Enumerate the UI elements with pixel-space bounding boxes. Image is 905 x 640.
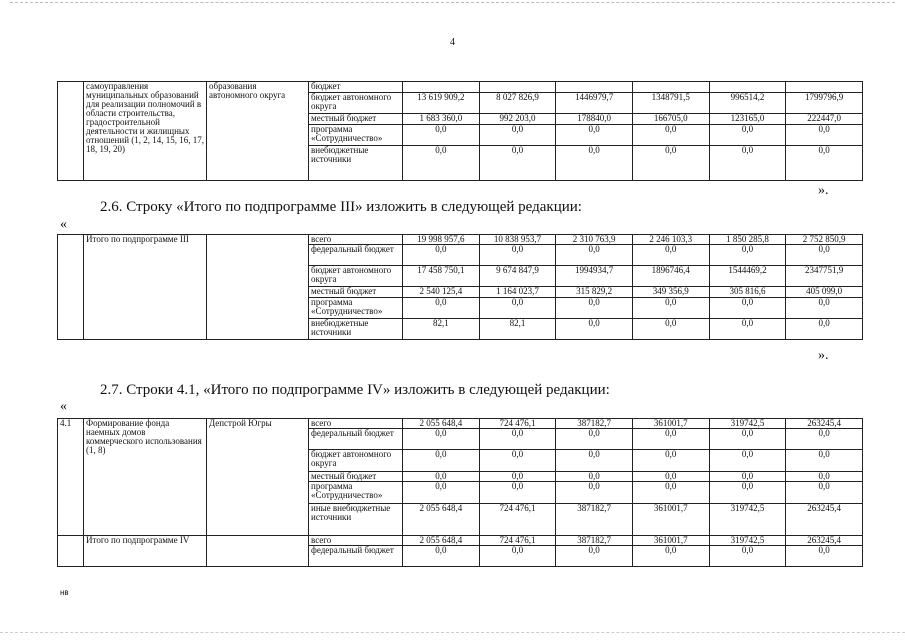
value-cell: [479, 82, 556, 93]
section-heading-2-7: 2.7. Строки 4.1, «Итого по подпрограмме IV» изложить в следующей редакции:: [100, 382, 610, 398]
value-cell: 123165,0: [709, 114, 786, 125]
value-cell: 0,0: [786, 472, 863, 482]
value-cell: 82,1: [403, 319, 480, 340]
opening-quote: «: [60, 399, 67, 414]
value-cell: 315 829,2: [556, 287, 633, 298]
value-cell: [709, 82, 786, 93]
source-cell: внебюджетные источники: [309, 146, 403, 181]
value-cell: 2347751,9: [786, 266, 863, 287]
value-cell: 0,0: [786, 146, 863, 181]
value-cell: 82,1: [479, 319, 556, 340]
source-cell: бюджет автономного округа: [309, 266, 403, 287]
value-cell: 305 816,6: [709, 287, 786, 298]
value-cell: 2 246 103,3: [632, 235, 709, 245]
value-cell: 1544469,2: [709, 266, 786, 287]
table-subprogram-iii-tail: [57, 81, 863, 181]
source-cell: всего: [309, 235, 403, 245]
value-cell: 0,0: [786, 125, 863, 146]
value-cell: 0,0: [786, 298, 863, 319]
executor-cell: [207, 235, 309, 340]
value-cell: 0,0: [479, 450, 556, 472]
value-cell: 319742,5: [709, 536, 786, 546]
value-cell: 0,0: [403, 450, 480, 472]
value-cell: 0,0: [786, 245, 863, 266]
row-number-cell: 4.1: [58, 419, 84, 536]
source-cell: бюджет автономного округа: [309, 450, 403, 472]
source-cell: федеральный бюджет: [309, 546, 403, 567]
value-cell: [403, 82, 480, 93]
value-cell: [556, 82, 633, 93]
value-cell: 19 998 957,6: [403, 235, 480, 245]
value-cell: 0,0: [403, 546, 480, 567]
value-cell: 0,0: [403, 298, 480, 319]
value-cell: 2 310 763,9: [556, 235, 633, 245]
value-cell: 0,0: [479, 125, 556, 146]
value-cell: 1 164 023,7: [479, 287, 556, 298]
executor-cell: образования автономного округа: [207, 82, 309, 181]
value-cell: 1994934,7: [556, 266, 633, 287]
table-row: [58, 536, 863, 546]
value-cell: 0,0: [556, 450, 633, 472]
value-cell: 0,0: [786, 450, 863, 472]
value-cell: 0,0: [709, 429, 786, 450]
value-cell: [632, 82, 709, 93]
value-cell: 263245,4: [786, 504, 863, 536]
value-cell: 361001,7: [632, 536, 709, 546]
source-cell: бюджет: [309, 82, 403, 93]
value-cell: 0,0: [403, 472, 480, 482]
value-cell: 0,0: [403, 482, 480, 504]
value-cell: 992 203,0: [479, 114, 556, 125]
value-cell: 0,0: [709, 298, 786, 319]
value-cell: 17 458 750,1: [403, 266, 480, 287]
value-cell: 0,0: [786, 429, 863, 450]
value-cell: 387182,7: [556, 536, 633, 546]
value-cell: 0,0: [709, 125, 786, 146]
value-cell: 10 838 953,7: [479, 235, 556, 245]
event-name-cell: Итого по подпрограмме III: [84, 235, 207, 340]
source-cell: федеральный бюджет: [309, 245, 403, 266]
source-cell: федеральный бюджет: [309, 429, 403, 450]
value-cell: 0,0: [632, 319, 709, 340]
value-cell: 0,0: [403, 146, 480, 181]
value-cell: 13 619 909,2: [403, 93, 480, 114]
value-cell: 263245,4: [786, 536, 863, 546]
value-cell: 0,0: [556, 482, 633, 504]
value-cell: 0,0: [479, 298, 556, 319]
table-row: [58, 235, 863, 245]
value-cell: 2 540 125,4: [403, 287, 480, 298]
value-cell: 0,0: [479, 146, 556, 181]
value-cell: 2 752 850,9: [786, 235, 863, 245]
source-cell: бюджет автономного округа: [309, 93, 403, 114]
value-cell: 222447,0: [786, 114, 863, 125]
value-cell: 0,0: [632, 482, 709, 504]
table-row: [58, 419, 863, 429]
value-cell: 361001,7: [632, 504, 709, 536]
section-heading-2-6: 2.6. Строку «Итого по подпрограмме III» изложить в следующей редакции:: [100, 199, 582, 215]
value-cell: 0,0: [632, 245, 709, 266]
value-cell: 0,0: [632, 472, 709, 482]
value-cell: 0,0: [786, 546, 863, 567]
row-number-cell: [58, 235, 84, 340]
row-number-cell: [58, 82, 84, 181]
value-cell: 1446979,7: [556, 93, 633, 114]
source-cell: местный бюджет: [309, 114, 403, 125]
value-cell: 319742,5: [709, 419, 786, 429]
footer-code: нв: [60, 588, 69, 597]
row-number-cell: [58, 536, 84, 567]
closing-quote: ».: [818, 348, 829, 363]
value-cell: 2 055 648,4: [403, 419, 480, 429]
value-cell: 0,0: [632, 146, 709, 181]
value-cell: 0,0: [479, 546, 556, 567]
value-cell: 1 850 285,8: [709, 235, 786, 245]
value-cell: 0,0: [709, 482, 786, 504]
table-subprogram-iii-total: [57, 234, 863, 340]
value-cell: 0,0: [709, 546, 786, 567]
value-cell: 0,0: [632, 546, 709, 567]
value-cell: 0,0: [556, 245, 633, 266]
executor-cell: Депстрой Югры: [207, 419, 309, 536]
source-cell: всего: [309, 536, 403, 546]
value-cell: 387182,7: [556, 419, 633, 429]
value-cell: 724 476,1: [479, 536, 556, 546]
value-cell: 0,0: [709, 472, 786, 482]
value-cell: 0,0: [556, 546, 633, 567]
value-cell: 996514,2: [709, 93, 786, 114]
value-cell: 387182,7: [556, 504, 633, 536]
table-subprogram-iv: [57, 418, 863, 567]
value-cell: 0,0: [786, 482, 863, 504]
source-cell: программа «Сотрудничество»: [309, 298, 403, 319]
source-cell: иные внебюджетные источники: [309, 504, 403, 536]
value-cell: 0,0: [709, 245, 786, 266]
value-cell: 0,0: [709, 450, 786, 472]
source-cell: программа «Сотрудничество»: [309, 482, 403, 504]
value-cell: 1 683 360,0: [403, 114, 480, 125]
value-cell: 2 055 648,4: [403, 536, 480, 546]
bottom-scan-line: [0, 632, 905, 633]
value-cell: 0,0: [709, 319, 786, 340]
value-cell: 0,0: [556, 429, 633, 450]
value-cell: 405 099,0: [786, 287, 863, 298]
table-row: [58, 82, 863, 93]
value-cell: 0,0: [632, 298, 709, 319]
value-cell: 0,0: [556, 298, 633, 319]
value-cell: 9 674 847,9: [479, 266, 556, 287]
value-cell: 0,0: [479, 245, 556, 266]
source-cell: программа «Сотрудничество»: [309, 125, 403, 146]
source-cell: местный бюджет: [309, 287, 403, 298]
source-cell: внебюджетные источники: [309, 319, 403, 340]
source-cell: местный бюджет: [309, 472, 403, 482]
value-cell: 361001,7: [632, 419, 709, 429]
value-cell: 1896746,4: [632, 266, 709, 287]
opening-quote: «: [60, 217, 67, 232]
value-cell: [786, 82, 863, 93]
value-cell: 0,0: [479, 482, 556, 504]
event-name-cell: Итого по подпрограмме IV: [84, 536, 207, 567]
value-cell: 0,0: [632, 450, 709, 472]
value-cell: 178840,0: [556, 114, 633, 125]
value-cell: 166705,0: [632, 114, 709, 125]
value-cell: 0,0: [556, 146, 633, 181]
value-cell: 0,0: [786, 319, 863, 340]
value-cell: 349 356,9: [632, 287, 709, 298]
value-cell: 0,0: [403, 245, 480, 266]
value-cell: 319742,5: [709, 504, 786, 536]
top-scan-line: [10, 2, 895, 3]
value-cell: 1348791,5: [632, 93, 709, 114]
value-cell: 0,0: [479, 429, 556, 450]
value-cell: 0,0: [403, 125, 480, 146]
closing-quote: ».: [818, 183, 829, 198]
value-cell: 724 476,1: [479, 419, 556, 429]
value-cell: 0,0: [556, 472, 633, 482]
value-cell: 0,0: [556, 319, 633, 340]
value-cell: 8 027 826,9: [479, 93, 556, 114]
value-cell: 0,0: [709, 146, 786, 181]
value-cell: 724 476,1: [479, 504, 556, 536]
event-name-cell: Формирование фонда наемных домов коммерческого использования (1, 8): [84, 419, 207, 536]
value-cell: 0,0: [479, 472, 556, 482]
page-number: 4: [450, 37, 455, 48]
value-cell: 0,0: [556, 125, 633, 146]
event-name-cell: самоуправления муниципальных образований для реализации полномочий в области строительства, градостроительной деятельности и жилищных отношений (1, 2, 14, 15, 16, 17, 18, 19, 20): [84, 82, 207, 181]
value-cell: 2 055 648,4: [403, 504, 480, 536]
executor-cell: [207, 536, 309, 567]
source-cell: всего: [309, 419, 403, 429]
value-cell: 0,0: [632, 429, 709, 450]
value-cell: 0,0: [632, 125, 709, 146]
value-cell: 0,0: [403, 429, 480, 450]
value-cell: 1799796,9: [786, 93, 863, 114]
value-cell: 263245,4: [786, 419, 863, 429]
